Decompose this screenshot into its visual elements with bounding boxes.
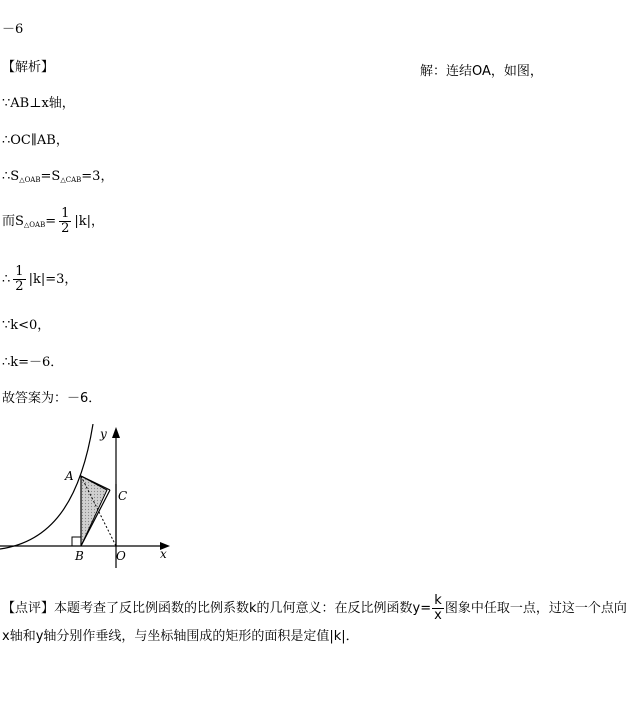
step-2 [2, 133, 69, 149]
step-4-eq: = [45, 214, 57, 229]
comment-numerator: k [434, 593, 442, 608]
label-y: y [100, 427, 107, 441]
step-5-denominator: 2 [15, 279, 24, 294]
step-4 [2, 205, 104, 242]
step-2-text: ∴OC∥AB， [2, 133, 69, 148]
label-x: x [160, 547, 167, 561]
solution-intro-text: 解：连结OA，如图， [420, 64, 543, 79]
step-3-prefix: ∴S [2, 169, 20, 184]
step-4-prefix: 而S [2, 214, 24, 229]
step-5-fraction [13, 265, 25, 294]
comment-text-2: 图象中任取一点，过这一个点向x轴和y轴分别作垂线，与坐标轴围成的矩形的面积是定值|k|． [2, 601, 627, 644]
step-5-prefix: ∴ [2, 272, 11, 287]
comment-denominator: x [434, 608, 442, 623]
analysis-header [2, 60, 54, 76]
label-o: O [116, 549, 126, 563]
step-3-sub2: △CAB [60, 176, 82, 184]
step-4-denominator: 2 [61, 221, 70, 236]
step-3 [2, 169, 113, 188]
y-axis-arrow [112, 427, 120, 438]
step-7 [2, 355, 63, 371]
step-1-text: ∵AB⊥x轴， [2, 96, 75, 111]
geometry-figure [0, 424, 200, 574]
step-5 [2, 263, 77, 297]
comment-tag: 【点评】 [2, 601, 55, 616]
step-5-numerator: 1 [15, 264, 24, 279]
step-5-suffix: |k|=3， [28, 272, 78, 287]
step-1 [2, 96, 75, 112]
answer-line [2, 22, 23, 38]
step-4-numerator: 1 [61, 206, 70, 221]
step-3-sub1: △OAB [19, 176, 41, 184]
step-4-suffix: |k|， [74, 214, 105, 229]
step-6-text: ∵k<0， [2, 318, 51, 333]
comment-text-1: 本题考查了反比例函数的比例系数k的几何意义：在反比例函数y= [54, 601, 432, 616]
step-4-sub: △OAB [23, 221, 46, 229]
comment-fraction [432, 594, 444, 623]
label-c: C [118, 489, 128, 503]
conclusion [2, 391, 101, 407]
label-b: B [75, 549, 84, 563]
solution-intro [420, 60, 543, 79]
comment-block [2, 594, 628, 651]
step-7-text: ∴k=－6． [2, 355, 64, 370]
step-6 [2, 318, 50, 334]
right-angle-marker [72, 537, 81, 546]
step-3-suffix: =3， [81, 169, 114, 184]
hyperbola-curve [0, 424, 93, 549]
analysis-header-text: 【解析】 [2, 60, 55, 75]
label-a: A [65, 469, 74, 483]
step-4-fraction [59, 207, 71, 236]
conclusion-text: 故答案为：－6． [2, 391, 102, 406]
step-3-mid: =S [40, 169, 61, 184]
answer-value: －6 [2, 22, 24, 37]
